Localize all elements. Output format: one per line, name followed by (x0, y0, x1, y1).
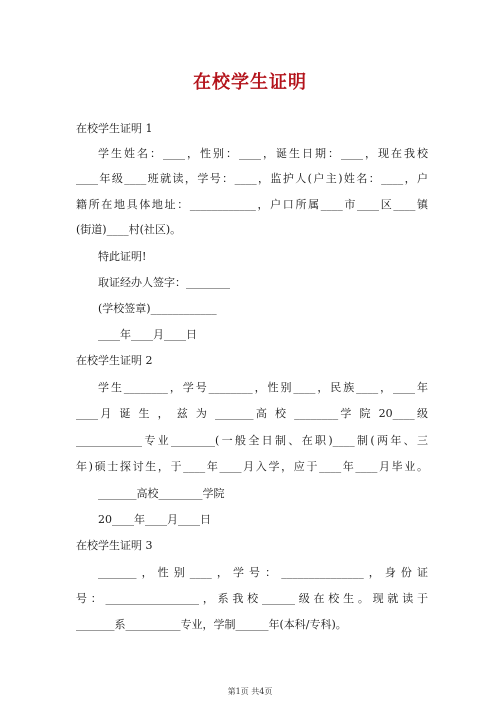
section-heading-3: 在校学生证明 3 (76, 539, 153, 552)
section-heading-2: 在校学生证明 2 (76, 354, 153, 367)
date-line: ____年____月____日 (98, 328, 197, 341)
signature-line: 取证经办人签字：________ (98, 276, 230, 289)
paragraph-line: ____年级____班就读，学号：____，监护人(户主)姓名：____，户 (76, 172, 428, 185)
paragraph-line: (街道)____村(社区)。 (76, 223, 182, 236)
seal-line: (学校签章)____________ (98, 302, 217, 315)
paragraph-line: 号：_________________，系我校______级在校生。现就读于 (76, 592, 428, 605)
paragraph-line: 籍所在地具体地址：____________，户口所属____市____区____镇 (76, 198, 428, 211)
document-title: 在校学生证明 (193, 72, 307, 93)
statement-line: 特此证明! (98, 250, 147, 263)
date-line: 20____年____月____日 (98, 513, 211, 526)
paragraph-line: ____________专业________(一般全日制、在职)____制(两年、三 (76, 434, 428, 447)
paragraph-line: _______系__________专业，学制______年(本科/专科)。 (76, 618, 347, 631)
page-footer: 第1页 共4页 (227, 687, 273, 696)
paragraph-line: 学生姓名：____，性别：____，诞生日期：____，现在我校 (98, 147, 428, 160)
institution-line: _______高校________学院 (98, 487, 225, 500)
section-heading-1: 在校学生证明 1 (76, 122, 153, 135)
paragraph-line: 学生________，学号________，性别____，民族____，____年 (98, 381, 428, 394)
paragraph-line: 年)硕士探讨生，于____年____月入学，应于____年____月毕业。 (76, 460, 428, 473)
paragraph-line: ____月 诞 生 ， 兹 为 _______高 校 ________学 院 20____级 (76, 407, 428, 420)
paragraph-line: _______，性别____，学号：_______________，身份证 (98, 566, 428, 579)
